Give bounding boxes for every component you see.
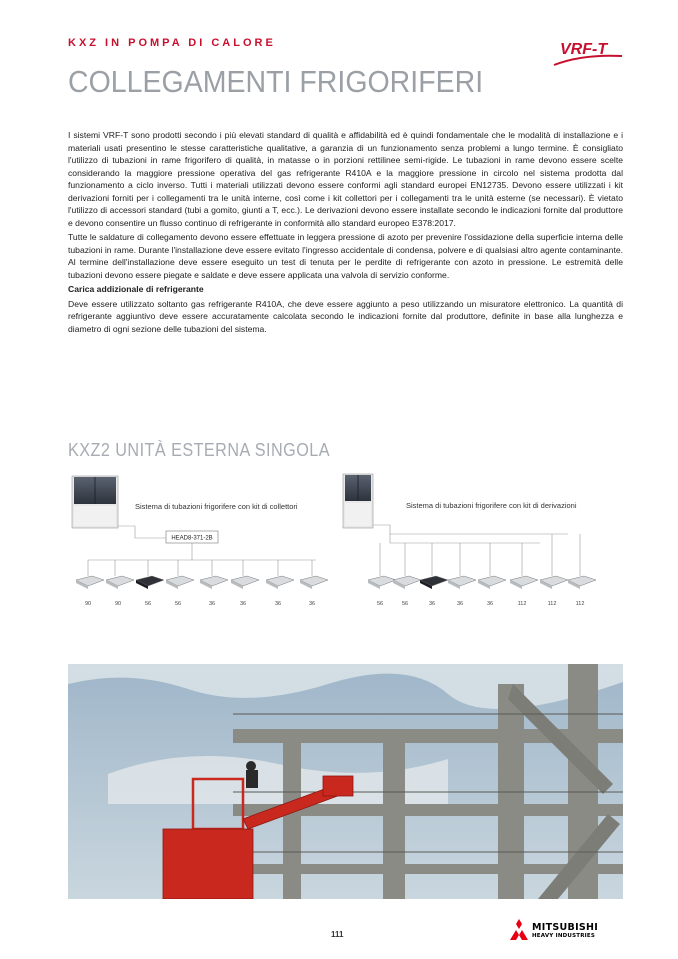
indoor-unit [166, 576, 194, 607]
indoor-unit-capacity: 36 [308, 601, 316, 607]
outdoor-unit-left [72, 476, 118, 528]
indoor-unit-capacity: 36 [274, 601, 282, 607]
indoor-unit-capacity: 56 [144, 601, 152, 607]
indoor-unit [136, 576, 164, 607]
mitsubishi-logo [509, 917, 629, 945]
mitsubishi-logo-line2: HEAVY INDUSTRIES [532, 933, 595, 939]
indoor-unit [478, 576, 506, 607]
indoor-unit [76, 576, 104, 607]
indoor-unit [568, 576, 596, 607]
indoor-unit-capacity: 36 [456, 601, 464, 607]
paragraph-3: Deve essere utilizzato soltanto gas refrigerante R410A, che deve essere aggiunto a peso utilizzando un misuratore elettronico. La quantità di refrigerante aggiuntivo deve essere accuratamente calcolata secondo le indicazioni fornite dal produttore, definite in base alla lunghezza e diametro di ogni sezione delle tubazioni del sistema. [68, 298, 623, 334]
indoor-unit [106, 576, 134, 607]
indoor-unit-capacity: 56 [401, 601, 409, 607]
indoor-unit [231, 576, 259, 607]
indoor-unit-capacity: 36 [208, 601, 216, 607]
indoor-unit-capacity: 36 [239, 601, 247, 607]
body-text [68, 129, 623, 337]
indoor-unit [510, 576, 538, 607]
left-indoor-units [76, 576, 328, 607]
paragraph-1: I sistemi VRF-T sono prodotti secondo i più elevati standard di qualità e affidabilità ed è quindi fondamentale che le modalità di installazione e i materiali usati presentino le stesse caratteristiche qualitative, a garanzia di un funzionamento senza problemi a lungo termine. È consigliato l'utilizzo di tubazioni in rame frigorifero di qualità, in matasse o in porzioni rettilinee semi-rigide. Le tubazioni in rame devono essere scelte considerando la maggiore pressione operativa del gas refrigerante R410A e la maggiore pressione in circolo nel sistema prodotta dal funzionamento a ciclo inverso. Tutti i materiali utilizzati devono essere conformi agli standard europei EN12735. Devono essere utilizzati i kit derivazioni forniti per i collegamenti tra le unità interne, così come i kit collettori per i collegamenti tra le unità esterne (se necessari). È vietato l'utilizzo di accessori standard (tubi a gomito, giunti a T, ecc.). Le derivazioni devono essere installate secondo le indicazioni fornite dal produttore e devono consentire un flusso continuo di refrigerante in conformità allo standard europeo E378:2017. [68, 130, 623, 228]
left-system-label: Sistema di tubazioni frigorifere con kit di collettori [135, 502, 298, 511]
vrf-t-logo [552, 36, 624, 68]
section-title: KXZ2 UNITÀ ESTERNA SINGOLA [68, 440, 330, 460]
mitsubishi-logo-line1: MITSUBISHI [532, 922, 599, 933]
indoor-unit-capacity: 90 [114, 601, 122, 607]
paragraph-2: Tutte le saldature di collegamento devono essere effettuate in leggera pressione di azoto per prevenire l'ossidazione della superficie interna delle tubazioni in rame. Durante l'installazione deve essere evitato l'ingresso accidentale di condensa, polvere e di qualsiasi altro agente contaminante. Al termine dell'installazione deve essere eseguito un test di tenuta per le perdite di refrigerante con azoto in pressione. Le estremità delle tubazioni devono essere piegate e saldate e deve essere applicata una valvola di servizio conforme. [68, 232, 623, 280]
page-number: 111 [331, 930, 344, 939]
indoor-unit [300, 576, 328, 607]
right-indoor-units [368, 576, 596, 607]
piping-diagram [60, 468, 620, 618]
indoor-unit [540, 576, 568, 607]
subheading-refrigerant: Carica addizionale di refrigerante [68, 284, 204, 294]
indoor-unit [448, 576, 476, 607]
indoor-unit-capacity: 90 [84, 601, 92, 607]
indoor-unit-capacity: 112 [575, 601, 585, 607]
right-system [343, 474, 596, 607]
indoor-unit [200, 576, 228, 607]
construction-photo [68, 664, 623, 899]
page-title: COLLEGAMENTI FRIGORIFERI [68, 64, 484, 99]
right-system-label: Sistema di tubazioni frigorifere con kit di derivazioni [406, 501, 577, 510]
left-system [72, 476, 328, 607]
indoor-unit [420, 576, 448, 607]
indoor-unit-capacity: 56 [376, 601, 384, 607]
indoor-unit [368, 576, 396, 607]
indoor-unit-capacity: 36 [486, 601, 494, 607]
outdoor-unit-right [343, 474, 373, 528]
header-tag: KXZ IN POMPA DI CALORE [68, 37, 276, 49]
indoor-unit [266, 576, 294, 607]
vrf-t-logo-text: VRF-T [560, 41, 608, 58]
indoor-unit-capacity: 36 [428, 601, 436, 607]
indoor-unit-capacity: 112 [547, 601, 557, 607]
indoor-unit-capacity: 56 [174, 601, 182, 607]
header-kit-label: HEAD8-371-2B [171, 535, 213, 542]
mitsubishi-diamonds-icon [509, 919, 529, 941]
indoor-unit-capacity: 112 [517, 601, 527, 607]
indoor-unit [393, 576, 421, 607]
